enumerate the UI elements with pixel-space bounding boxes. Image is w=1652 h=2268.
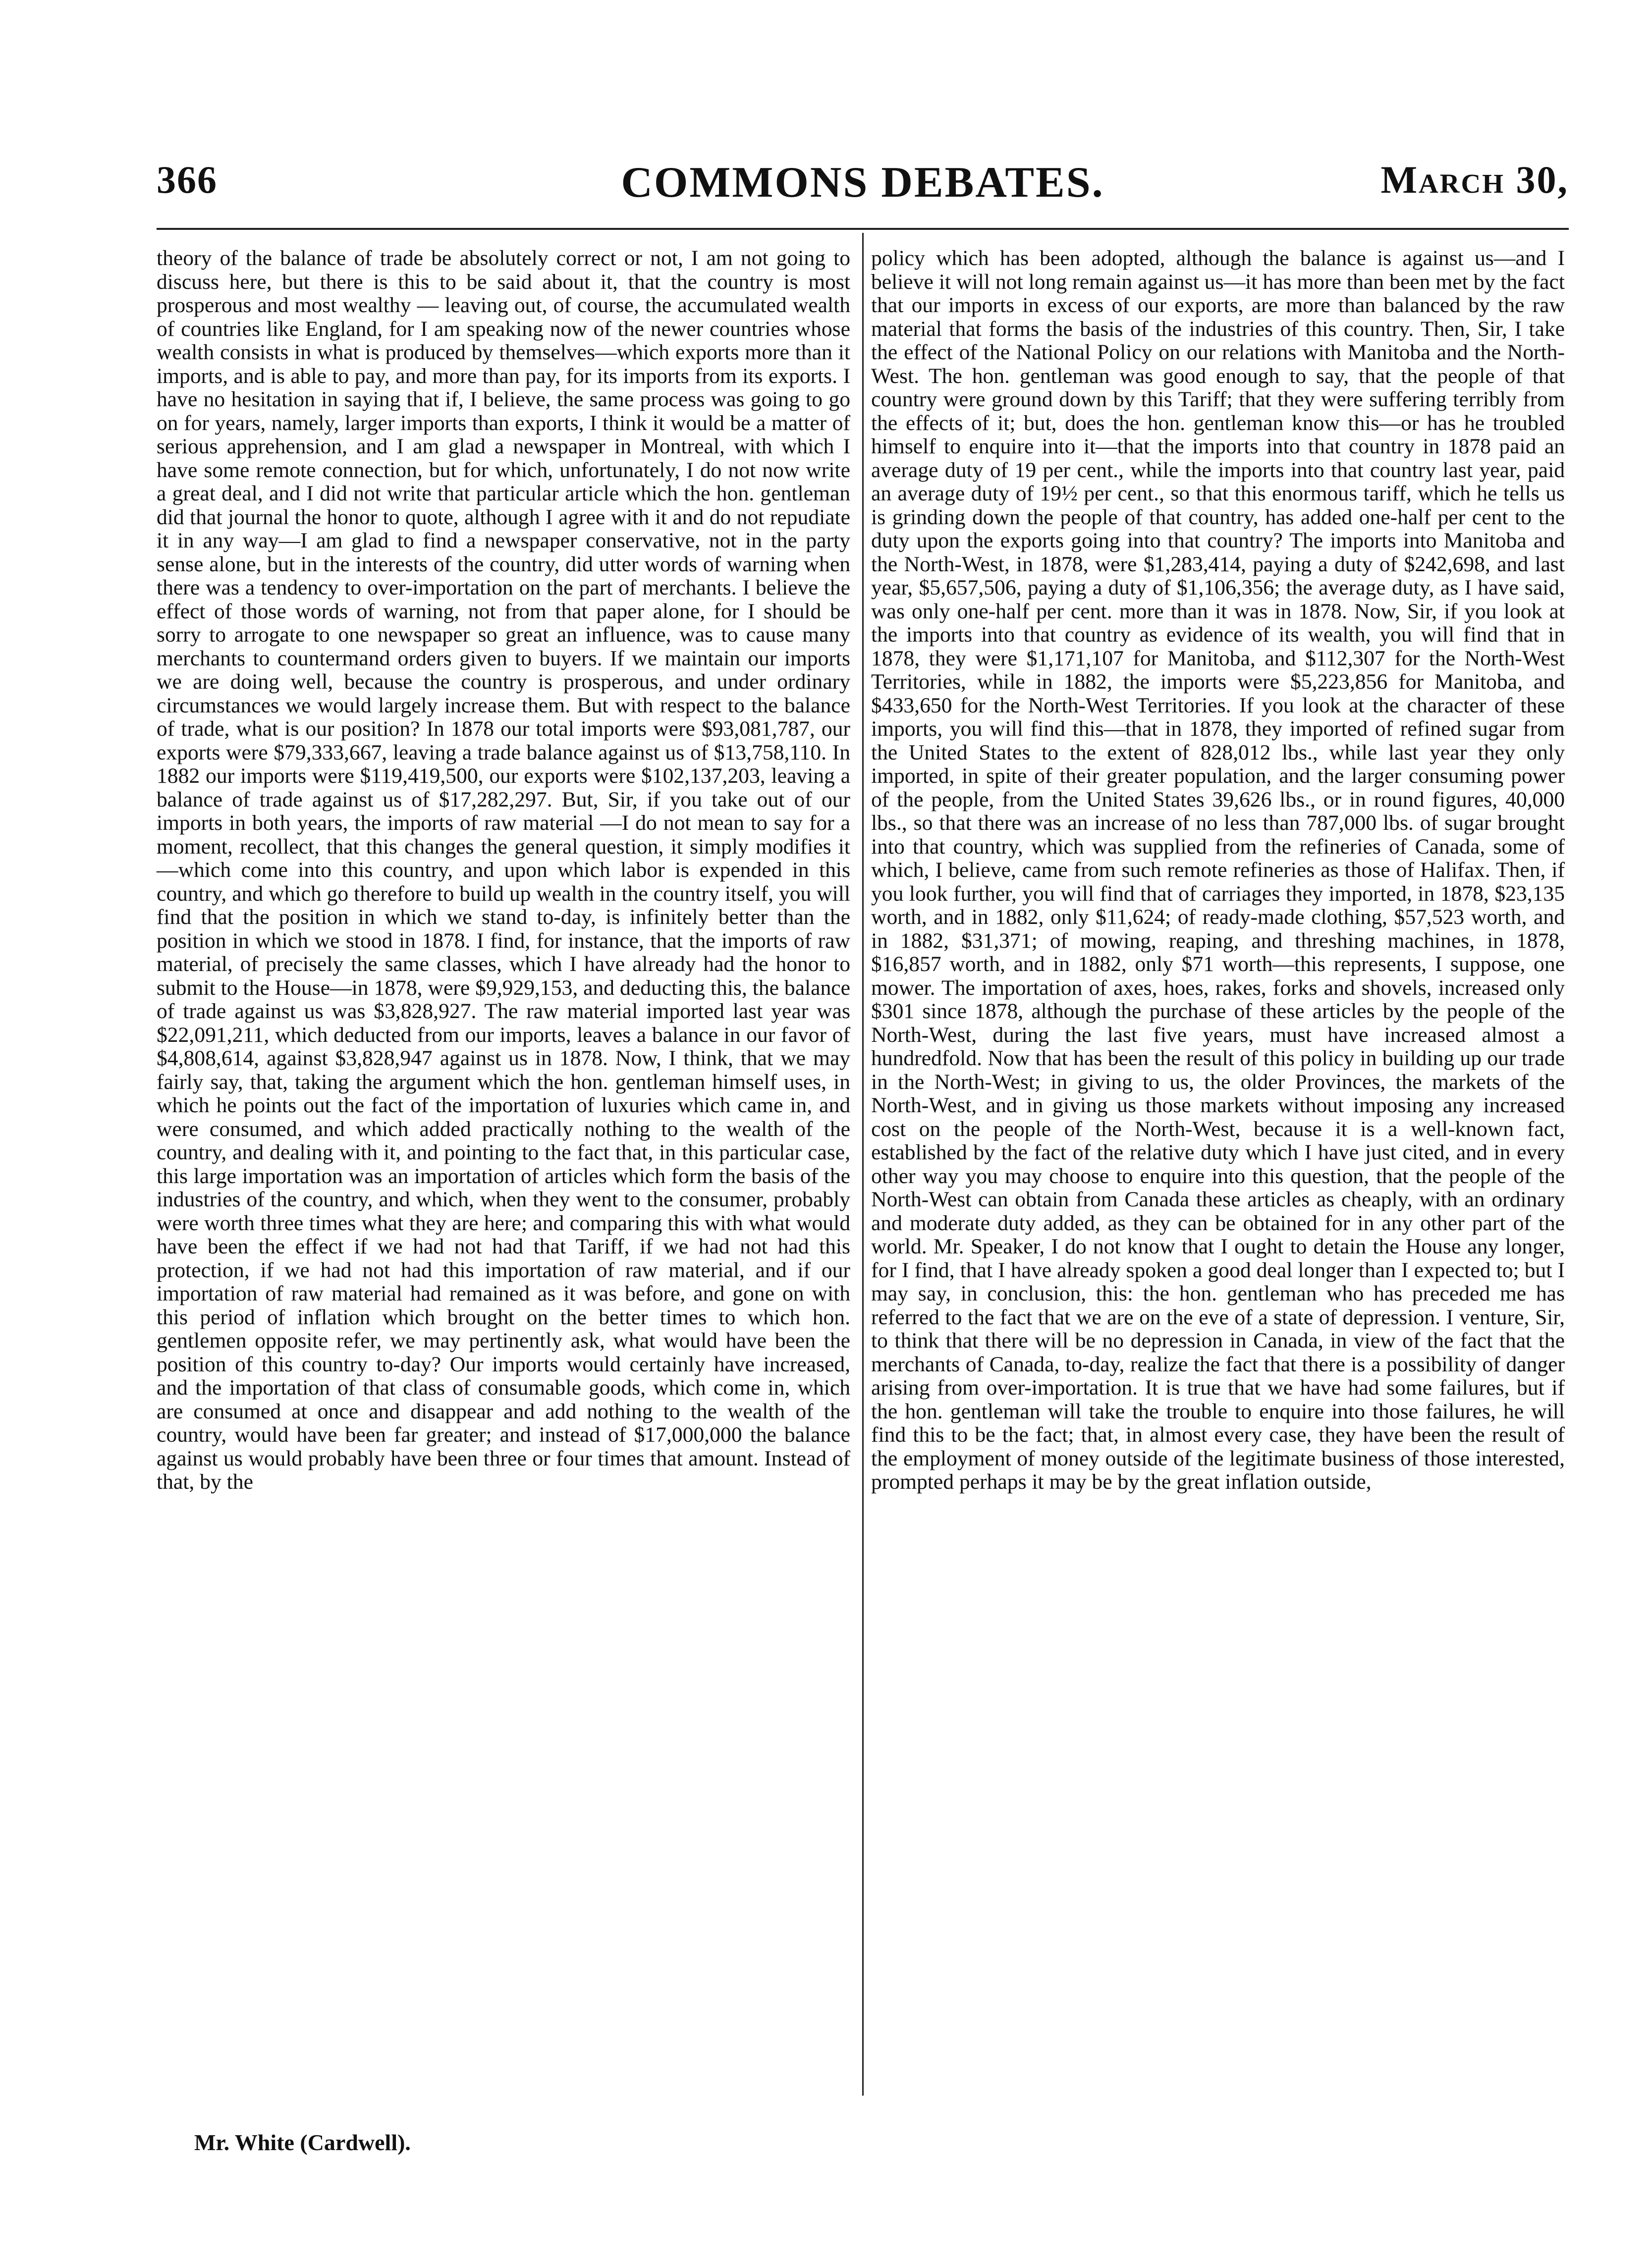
right-column bbox=[871, 247, 1565, 1494]
left-column-text: theory of the balance of trade be absolutely correct or not, I am not going to discuss here, but there is this to be said about it, that the country is most prosperous and most wealthy — leaving out, of course, the accumulated wealth of countries like England, for I am speaking now of the newer countries whose wealth consists in what is produced by themselves—which exports more than it imports, and is able to pay, and more than pay, for its imports from its exports. I have no hesitation in saying that if, I believe, the same process was going to go on for years, namely, larger imports than exports, I think it would be a matter of serious apprehension, and I am glad a newspaper in Montreal, with which I have some remote connection, but for which, unfortunately, I do not now write a great deal, and I did not write that particular article which the hon. gentleman did that journal the honor to quote, although I agree with it and do not repudiate it in any way—I am glad to find a newspaper conservative, not in the party sense alone, but in the interests of the country, did utter words of warning when there was a tendency to over-importation on the part of merchants. I believe the effect of those words of warning, not from that paper alone, for I should be sorry to arrogate to one newspaper so great an influence, was to cause many merchants to countermand orders given to buyers. If we maintain our imports we are doing well, because the country is prosperous, and under ordinary circumstances we would largely increase them. But with respect to the balance of trade, what is our position? In 1878 our total imports were $93,081,787, our exports were $79,333,667, leaving a trade balance against us of $13,758,110. In 1882 our imports were $119,419,500, our exports were $102,137,203, leaving a balance of trade against us of $17,282,297. But, Sir, if you take out of our imports in both years, the imports of raw material —I do not mean to say for a moment, recollect, that this changes the general question, it simply modifies it—which come into this country, and upon which labor is expended in this country, and which go therefore to build up wealth in the country itself, you will find that the position in which we stand to-day, is infinitely better than the position in which we stood in 1878. I find, for instance, that the imports of raw material, of precisely the same classes, which I have already had the honor to submit to the House—in 1878, were $9,929,153, and deducting this, the balance of trade against us was $3,828,927. The raw material imported last year was $22,091,211, which deducted from our imports, leaves a balance in our favor of $4,808,614, against $3,828,947 against us in 1878. Now, I think, that we may fairly say, that, taking the argument which the hon. gentleman himself uses, in which he points out the fact of the importation of luxuries which came in, and were consumed, and which added practically nothing to the wealth of the country, and dealing with it, and pointing to the fact that, in this particular case, this large importation was an importation of articles which form the basis of the industries of the country, and which, when they went to the consumer, probably were worth three times what they are here; and comparing this with what would have been the effect if we had not had that Tariff, if we had not had this protection, if we had not had this importation of raw material, and if our importation of raw material had remained as it was before, and gone on with this period of inflation which brought on the better times to which hon. gentlemen opposite refer, we may pertinently ask, what would have been the position of this country to-day? Our imports would certainly have increased, and the importation of that class of consumable goods, which come in, which are consumed at once and disappear and add nothing to the wealth of the country, would have been far greater; and instead of $17,000,000 the balance against us would probably have been three or four times that amount. Instead of that, by the bbox=[157, 246, 850, 1494]
journal-title: COMMONS DEBATES. bbox=[621, 159, 1104, 207]
page-header bbox=[157, 158, 1569, 217]
column-divider bbox=[862, 233, 864, 2096]
header-rule bbox=[157, 228, 1569, 230]
right-column-text: policy which has been adopted, although the balance is against us—and I believe it will not long remain against us—it has more than been met by the fact that our imports in excess of our exports, are more than balanced by the raw material that forms the basis of the industries of this country. Then, Sir, I take the effect of the National Policy on our relations with Manitoba and the North-West. The hon. gentleman was good enough to say, that the people of that country were ground down by this Tariff; that they were suffering terribly from the effects of it; but, does the hon. gentleman know this—or has he troubled himself to enquire into it—that the imports into that country in 1878 paid an average duty of 19 per cent., while the imports into that country last year, paid an average duty of 19½ per cent., so that this enormous tariff, which he tells us is grinding down the people of that country, has added one-half per cent to the duty upon the exports going into that country? The imports into Manitoba and the North-West, in 1878, were $1,283,414, paying a duty of $242,698, and last year, $5,657,506, paying a duty of $1,106,356; the average duty, as I have said, was only one-half per cent. more than it was in 1878. Now, Sir, if you look at the imports into that country as evidence of its wealth, you will find that in 1878, they were $1,171,107 for Manitoba, and $112,307 for the North-West Territories, while in 1882, the imports were $5,223,856 for Manitoba, and $433,650 for the North-West Territories. If you look at the character of these imports, you will find this—that in 1878, they imported of refined sugar from the United States to the extent of 828,012 lbs., while last year they only imported, in spite of their greater population, and the larger consuming power of the people, from the United States 39,626 lbs., or in round figures, 40,000 lbs., so that there was an increase of no less than 787,000 lbs. of sugar brought into that country, which was supplied from the refineries of Canada, some of which, I believe, came from such remote refineries as those of Halifax. Then, if you look further, you will find that of carriages they imported, in 1878, $23,135 worth, and in 1882, only $11,624; of ready-made clothing, $57,523 worth, and in 1882, $31,371; of mowing, reaping, and threshing machines, in 1878, $16,857 worth, and in 1882, only $71 worth—this represents, I suppose, one mower. The importation of axes, hoes, rakes, forks and shovels, increased only $301 since 1878, although the purchase of these articles by the people of the North-West, during the last five years, must have increased almost a hundredfold. Now that has been the result of this policy in building up our trade in the North-West; in giving to us, the older Provinces, the markets of the North-West, and in giving us those markets without imposing any increased cost on the people of the North-West, because it is a well-known fact, established by the fact of the relative duty which I have just cited, and in every other way you may choose to enquire into this question, that the people of the North-West can obtain from Canada these articles as cheaply, with an ordinary and moderate duty added, as they can be obtained for in any other part of the world. Mr. Speaker, I do not know that I ought to detain the House any longer, for I find, that I have already spoken a good deal longer than I expected to; but I may say, in conclusion, this: the hon. gentleman who has preceded me has referred to the fact that we are on the eve of a state of depression. I venture, Sir, to think that there will be no depression in Canada, in view of the fact that the merchants of Canada, to-day, realize the fact that there is a possibility of danger arising from over-importation. It is true that we have had some failures, but if the hon. gentleman will take the trouble to enquire into those failures, he will find this to be the fact; that, in almost every case, they have been the result of the employment of money outside of the legitimate business of those interested, prompted perhaps it may be by the great inflation outside, bbox=[871, 246, 1565, 1494]
left-column bbox=[157, 247, 850, 1494]
page-number: 366 bbox=[157, 158, 218, 201]
header-date: March 30, bbox=[1380, 158, 1569, 201]
speaker-footer: Mr. White (Cardwell). bbox=[194, 2130, 411, 2155]
